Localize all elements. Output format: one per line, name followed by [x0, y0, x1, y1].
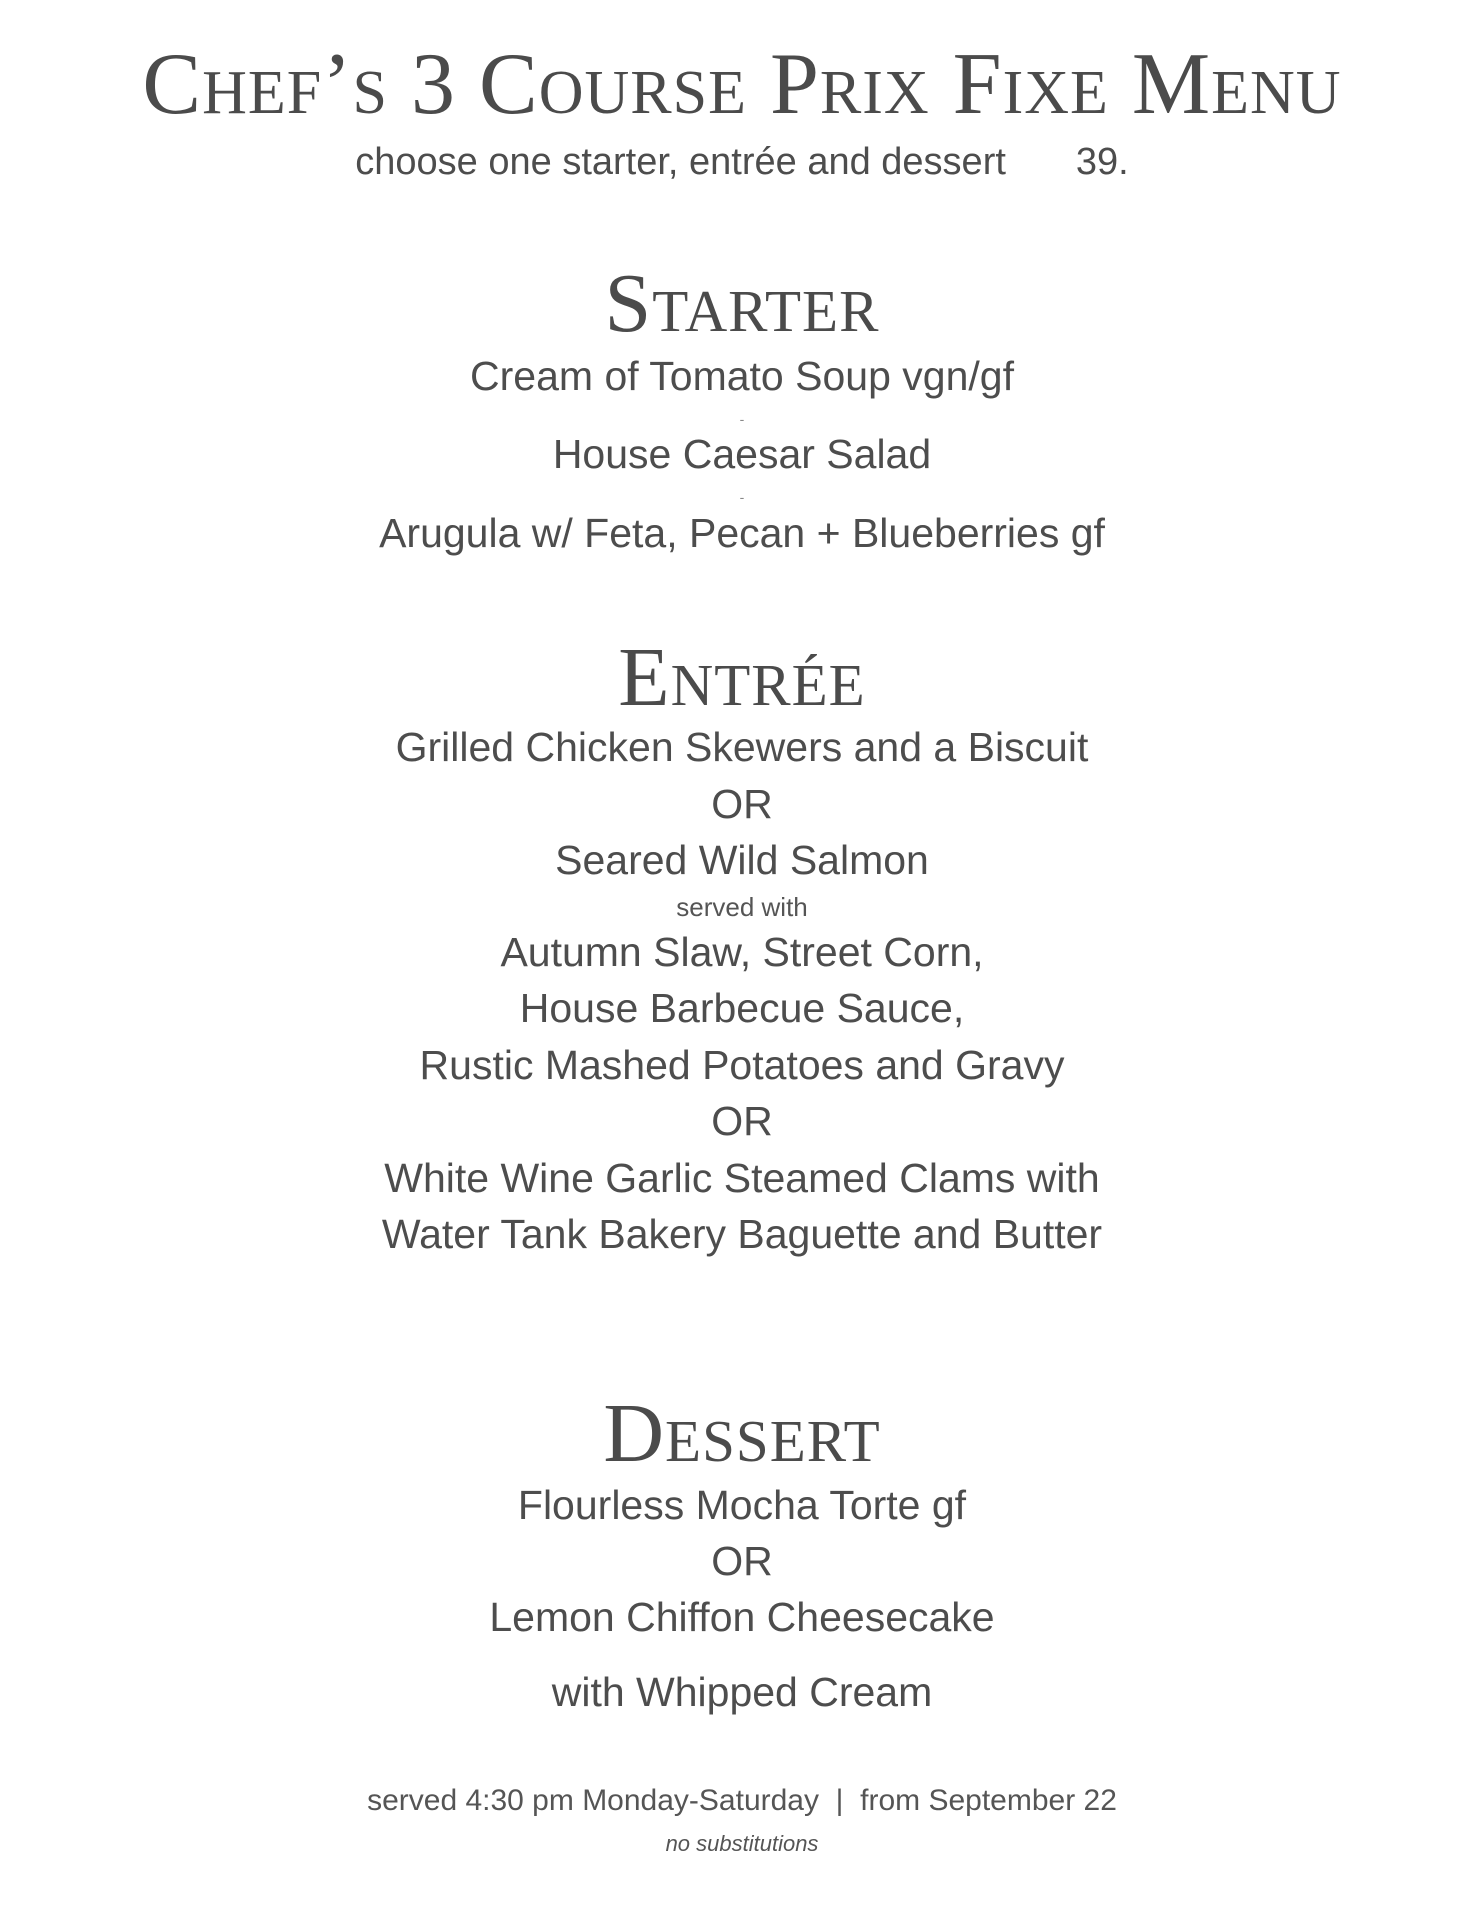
- footer-note: no substitutions: [665, 1831, 819, 1856]
- starter-separator-2: -: [739, 489, 745, 505]
- entree-side-3: Rustic Mashed Potatoes and Gravy: [419, 1042, 1065, 1088]
- menu-price: 39.: [1075, 141, 1129, 183]
- entree-option-1: Grilled Chicken Skewers and a Biscuit: [395, 724, 1089, 770]
- entree-served-with: served with: [676, 892, 808, 922]
- dessert-or: OR: [711, 1538, 773, 1584]
- dessert-option-1: Flourless Mocha Torte gf: [517, 1482, 967, 1528]
- entree-side-1: Autumn Slaw, Street Corn,: [500, 929, 984, 975]
- subtitle-text: choose one starter, entrée and dessert: [355, 141, 1006, 183]
- dessert-option-2-line-1: Lemon Chiffon Cheesecake: [489, 1594, 995, 1640]
- entree-heading: Entrée: [618, 631, 866, 724]
- entree-side-2: House Barbecue Sauce,: [519, 985, 965, 1031]
- entree-option-2: Seared Wild Salmon: [555, 837, 929, 883]
- entree-option-3-line-2: Water Tank Bakery Baguette and Butter: [381, 1211, 1103, 1257]
- starter-item-3: Arugula w/ Feta, Pecan + Blueberries gf: [379, 510, 1105, 556]
- dessert-option-2-line-2: with Whipped Cream: [551, 1669, 933, 1715]
- entree-or-2: OR: [711, 1098, 773, 1144]
- menu-title: Chef’s 3 Course Prix Fixe Menu: [142, 36, 1342, 133]
- starter-separator-1: -: [739, 411, 745, 427]
- dessert-heading: Dessert: [603, 1387, 881, 1480]
- starter-item-2: House Caesar Salad: [552, 431, 932, 477]
- starter-heading: Starter: [604, 257, 880, 350]
- entree-or-1: OR: [711, 781, 773, 827]
- starter-item-1: Cream of Tomato Soup vgn/gf: [470, 353, 1014, 399]
- footer-schedule: served 4:30 pm Monday-Saturday | from September 22: [367, 1784, 1117, 1817]
- menu-subtitle: [0, 138, 1484, 186]
- entree-option-3-line-1: White Wine Garlic Steamed Clams with: [384, 1155, 1100, 1201]
